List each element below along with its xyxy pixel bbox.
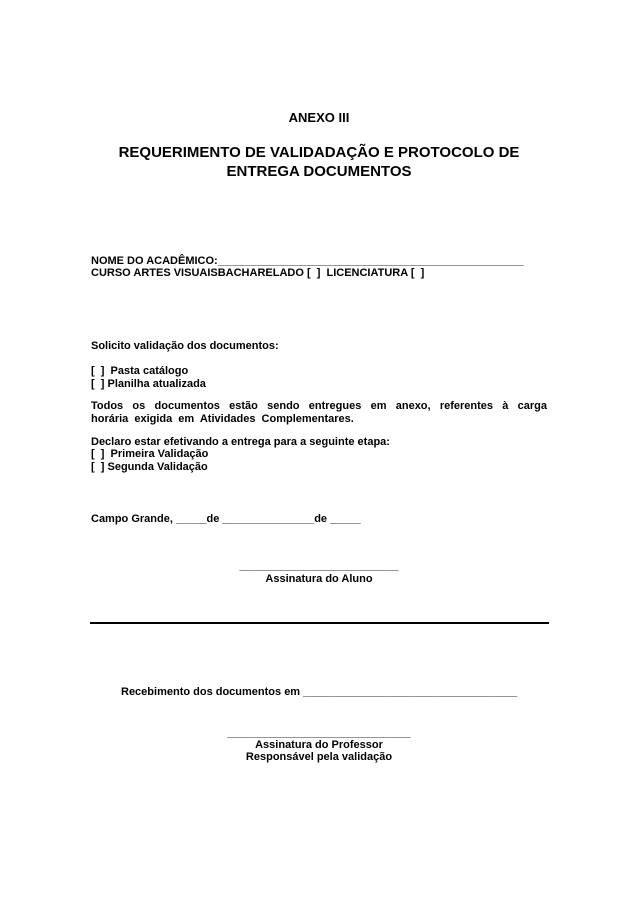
receipt-line: Recebimento dos documentos em ___________________________________: [121, 686, 518, 698]
declaration-statement: Declaro estar efetivando a entrega para a seguinte etapa:: [91, 436, 390, 448]
academic-name-field: NOME DO ACADÊMICO:__________________________________________________: [91, 255, 524, 267]
place-date-line: Campo Grande, _____de _______________de _____: [91, 513, 361, 525]
document-title-line-2: ENTREGA DOCUMENTOS: [226, 163, 412, 180]
student-signature-line: __________________________: [239, 560, 399, 572]
documents-statement: Todos os documentos estão sendo entregues em anexo, referentes à carga horária exigida em Atividades Complementares.: [91, 400, 547, 425]
section-divider: [90, 622, 549, 624]
course-field: CURSO ARTES VISUAISBACHARELADO [ ] LICENCIATURA [ ]: [91, 267, 425, 279]
checkbox-item-planilha-atualizada: [ ] Planilha atualizada: [91, 378, 206, 390]
request-statement: Solicito validação dos documentos:: [91, 340, 279, 352]
document-title: [90, 143, 548, 181]
annex-heading: ANEXO III: [288, 110, 350, 125]
student-signature-label: Assinatura do Aluno: [265, 573, 373, 585]
professor-signature-line: ______________________________: [227, 727, 411, 739]
professor-signature-label: Assinatura do Professor: [255, 739, 383, 751]
validation-responsible-label: Responsável pela validação: [245, 751, 393, 763]
checkbox-item-segunda-validacao: [ ] Segunda Validação: [91, 461, 208, 473]
checkbox-item-primeira-validacao: [ ] Primeira Validação: [91, 448, 209, 460]
document-title-line-1: REQUERIMENTO DE VALIDADAÇÃO E PROTOCOLO DE: [118, 144, 520, 161]
checkbox-item-pasta-catalogo: [ ] Pasta catálogo: [91, 365, 189, 377]
